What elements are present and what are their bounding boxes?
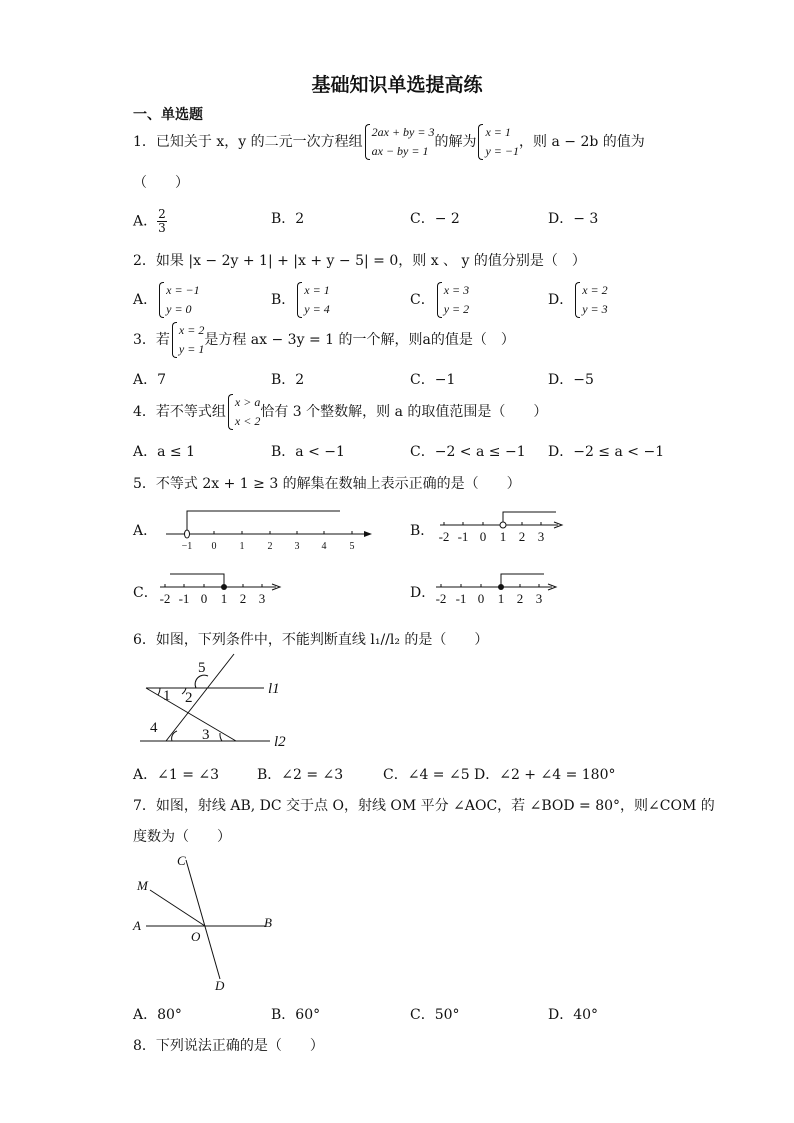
q4-prefix: 4．若不等式组 bbox=[133, 404, 226, 420]
tick-label: 3 bbox=[258, 591, 266, 606]
tick-label: 3 bbox=[537, 529, 545, 544]
q3-y: y = 1 bbox=[178, 342, 205, 356]
q2-a-label: A． bbox=[133, 292, 158, 308]
q3-option-a[interactable]: A．7 bbox=[133, 372, 167, 388]
q3-option-d[interactable]: D．−5 bbox=[548, 372, 594, 388]
tick-label: 1 bbox=[239, 541, 245, 552]
question-3-stem bbox=[133, 321, 515, 359]
point-c-label: C bbox=[177, 853, 186, 868]
tick-label: 0 bbox=[479, 529, 487, 544]
page-title: 基础知识单选提高练 bbox=[311, 74, 483, 96]
question-6-stem: 6．如图，下列条件中，不能判断直线 l₁//l₂ 的是（ ） bbox=[133, 632, 489, 648]
q1-a-num: 2 bbox=[158, 207, 166, 221]
point-b-label: B bbox=[264, 915, 272, 930]
q6-option-b[interactable]: B．∠2 = ∠3 bbox=[257, 767, 344, 783]
tick-label: -1 bbox=[455, 591, 467, 606]
point-o-label: O bbox=[191, 929, 201, 944]
q1-a-label: A． bbox=[133, 213, 158, 230]
q5-numberline-c bbox=[156, 570, 286, 606]
q2-c-y: y = 2 bbox=[443, 302, 470, 316]
q7-option-b[interactable]: B．60° bbox=[271, 1007, 321, 1023]
q1-suffix: ，则 a − 2b 的值为 bbox=[519, 134, 645, 150]
tick-label: 5 bbox=[349, 541, 355, 552]
angle-5-label: 5 bbox=[198, 660, 206, 676]
q4-suffix: 恰有 3 个整数解，则 a 的取值范围是（ ） bbox=[260, 404, 548, 420]
q2-option-a[interactable] bbox=[133, 281, 200, 319]
q1-sol-x: x = 1 bbox=[485, 125, 511, 139]
q3-prefix: 3．若 bbox=[133, 332, 170, 348]
q2-d-y: y = 3 bbox=[582, 302, 608, 316]
q1-mid: 的解为 bbox=[434, 134, 477, 150]
q6-option-c[interactable]: C．∠4 = ∠5 bbox=[383, 767, 470, 783]
question-8-stem: 8．下列说法正确的是（ ） bbox=[133, 1038, 324, 1054]
tick-label: -2 bbox=[159, 591, 171, 606]
q1-option-a[interactable] bbox=[133, 208, 167, 235]
question-2-stem: 2．如果 |x − 2y + 1| + |x + y − 5| = 0，则 x 、 y 的值分别是（ ） bbox=[133, 253, 586, 269]
q2-b-y: y = 4 bbox=[304, 302, 330, 316]
q5-option-c[interactable]: C． bbox=[133, 585, 158, 601]
q2-a-system bbox=[157, 281, 200, 319]
tick-label: 0 bbox=[211, 541, 217, 552]
q2-c-x: x = 3 bbox=[443, 283, 470, 297]
angle-1-label: 1 bbox=[163, 688, 171, 704]
q4-system bbox=[226, 393, 260, 431]
q4-option-b[interactable]: B．a < −1 bbox=[271, 444, 345, 460]
q7-option-c[interactable]: C．50° bbox=[410, 1007, 460, 1023]
tick-label: 0 bbox=[200, 591, 208, 606]
q4-option-c[interactable]: C．−2 < a ≤ −1 bbox=[410, 444, 526, 460]
q7-option-d[interactable]: D．40° bbox=[548, 1007, 599, 1023]
angle-2-label: 2 bbox=[185, 690, 193, 706]
q4-ineq1: x > a bbox=[234, 395, 261, 409]
tick-label: 3 bbox=[294, 541, 300, 552]
tick-label: 1 bbox=[497, 591, 505, 606]
q2-b-system bbox=[295, 281, 329, 319]
q7-option-a[interactable]: A．80° bbox=[133, 1007, 182, 1023]
tick-label: 1 bbox=[499, 529, 507, 544]
tick-label: 2 bbox=[267, 541, 273, 552]
point-d-label: D bbox=[215, 978, 225, 993]
tick-label: −1 bbox=[181, 541, 193, 552]
q1-prefix: 1．已知关于 x，y 的二元一次方程组 bbox=[133, 134, 363, 150]
tick-label: -1 bbox=[178, 591, 190, 606]
q7-figure bbox=[130, 850, 290, 995]
q2-option-d[interactable] bbox=[548, 281, 608, 319]
tick-label: 2 bbox=[239, 591, 247, 606]
q2-d-label: D． bbox=[548, 292, 574, 308]
q1-option-c[interactable]: C．− 2 bbox=[410, 211, 460, 227]
q3-x: x = 2 bbox=[178, 323, 205, 337]
q1-sol-y: y = −1 bbox=[485, 144, 520, 158]
tick-label: 1 bbox=[220, 591, 228, 606]
q2-a-y: y = 0 bbox=[166, 302, 192, 316]
question-7-stem-line1: 7．如图，射线 AB, DC 交于点 O，射线 OM 平分 ∠AOC，若 ∠BOD = 80°，则∠COM 的 bbox=[133, 798, 715, 814]
angle-3-label: 3 bbox=[202, 727, 210, 743]
q1-option-d[interactable]: D．− 3 bbox=[548, 211, 599, 227]
q4-option-d[interactable]: D．−2 ≤ a < −1 bbox=[548, 444, 665, 460]
angle-4-label: 4 bbox=[150, 720, 158, 736]
q5-option-d[interactable]: D． bbox=[410, 585, 436, 601]
q3-suffix: 是方程 ax − 3y = 1 的一个解，则a的值是（ ） bbox=[204, 332, 515, 348]
point-a-label: A bbox=[133, 918, 141, 933]
tick-label: 3 bbox=[535, 591, 543, 606]
q1-a-den: 3 bbox=[158, 221, 166, 235]
tick-label: 0 bbox=[477, 591, 485, 606]
q2-b-label: B． bbox=[271, 292, 296, 308]
line-l2-label: l2 bbox=[274, 734, 286, 750]
section-heading: 一、单选题 bbox=[133, 107, 203, 123]
q1-system bbox=[363, 123, 435, 161]
q2-option-b[interactable] bbox=[271, 281, 330, 319]
q5-numberline-d bbox=[432, 570, 562, 606]
q4-option-a[interactable]: A．a ≤ 1 bbox=[133, 444, 195, 460]
tick-label: 2 bbox=[518, 529, 526, 544]
tick-label: -2 bbox=[438, 529, 450, 544]
q2-option-c[interactable] bbox=[410, 281, 469, 319]
question-5-stem: 5．不等式 2x + 1 ≥ 3 的解集在数轴上表示正确的是（ ） bbox=[133, 476, 521, 492]
tick-label: 4 bbox=[321, 541, 327, 552]
q1-paren: （ ） bbox=[133, 175, 189, 191]
q2-d-system bbox=[573, 281, 607, 319]
tick-label: 2 bbox=[516, 591, 524, 606]
q1-eq1: 2ax + by = 3 bbox=[371, 125, 435, 139]
q2-c-label: C． bbox=[410, 292, 435, 308]
q3-option-c[interactable]: C．−1 bbox=[410, 372, 456, 388]
tick-label: -2 bbox=[435, 591, 447, 606]
q5-option-a[interactable]: A． bbox=[133, 523, 158, 539]
q1-eq2: ax − by = 1 bbox=[371, 144, 429, 158]
question-7-stem-line2: 度数为（ ） bbox=[133, 829, 231, 845]
q2-b-x: x = 1 bbox=[304, 283, 330, 297]
question-4-stem bbox=[133, 393, 547, 431]
question-1-stem bbox=[133, 123, 645, 161]
q5-numberline-a bbox=[160, 504, 380, 554]
q2-a-x: x = −1 bbox=[166, 283, 200, 297]
q2-c-system bbox=[435, 281, 469, 319]
q5-option-b[interactable]: B． bbox=[410, 523, 435, 539]
q3-option-b[interactable]: B．2 bbox=[271, 372, 305, 388]
q1-option-b[interactable]: B．2 bbox=[271, 211, 305, 227]
q5-numberline-b bbox=[436, 508, 566, 544]
q6-figure bbox=[136, 652, 296, 754]
tick-label: -1 bbox=[457, 529, 469, 544]
q4-ineq2: x < 2 bbox=[234, 414, 261, 428]
q1-a-fraction bbox=[157, 208, 167, 235]
line-l1-label: l1 bbox=[268, 681, 280, 697]
q2-d-x: x = 2 bbox=[582, 283, 608, 297]
q6-option-d[interactable]: D．∠2 + ∠4 = 180° bbox=[474, 767, 616, 783]
point-m-label: M bbox=[137, 878, 148, 893]
q3-system bbox=[170, 321, 204, 359]
q6-option-a[interactable]: A．∠1 = ∠3 bbox=[133, 767, 220, 783]
q1-solution bbox=[476, 123, 519, 161]
